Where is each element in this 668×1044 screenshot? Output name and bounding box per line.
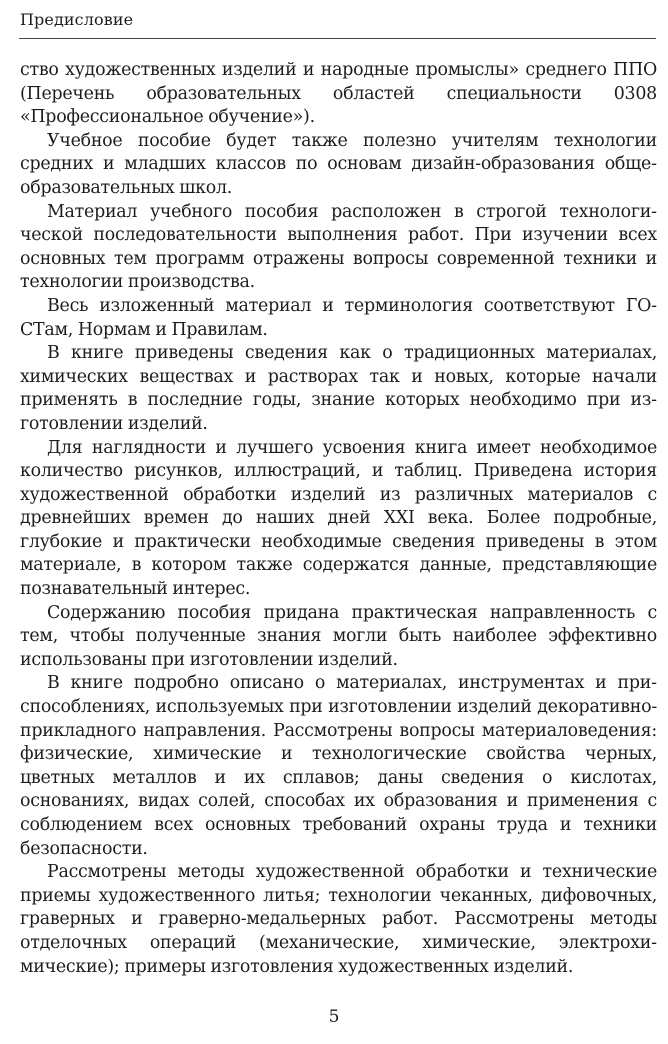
paragraph: В книге подробно описано о материалах, инструментах и приспособлениях, используемых при изготовлении изделий декоративно-прикладного направления. Рассмотрены вопросы материаловедения: физические, химические и технологические свойства черных, цветных металлов и их сплавов; даны сведения о кислотах, основаниях, видах солей, способах их образования и применения с соблюдением всех основных требований охраны труда и техники безопасности.	[20, 673, 657, 859]
paragraph: Содержанию пособия придана практическая направленность с тем, чтобы полученные знания могли быть наиболее эффективно использованы при изготовлении изделий.	[20, 602, 657, 670]
paragraph: Рассмотрены методы художественной обработки и технические приемы художественного литья; технологии чеканных, дифовочных, граверных и граверно-медальерных работ. Рассмотрены методы отделочных операций (механические, химические, электрохимические); примеры изготовления художественных изделий.	[20, 862, 657, 977]
paragraph: Материал учебного пособия расположен в строгой технологической последовательности выполнения работ. При изучении всех основных тем программ отражены вопросы современной техники и технологии производства.	[20, 201, 657, 293]
paragraph: В книге приведены сведения как о традиционных материалах, химических веществах и растворах так и новых, которые начали применять в последние годы, знание которых необходимо при изготовлении изделий.	[20, 343, 657, 434]
header-rule	[19, 38, 656, 39]
page-number: 5	[328, 1007, 340, 1027]
paragraph: Для наглядности и лучшего усвоения книга имеет необходимое количество рисунков, иллюстраций, и таблиц. Приведена история художественной обработки изделий из различных материалов с древнейших времен до наших дней XXI века. Более подробные, глубокие и практически необходимые сведения приведены в этом материале, в котором также содержатся данные, представляющие познавательный интерес.	[20, 437, 657, 600]
paragraph-continued: ство художественных изделий и народные промыслы» среднего ППО (Перечень образовательных областей специальности 0308 «Профессиональное обучение»).	[20, 60, 657, 128]
running-head: Предисловие	[20, 10, 134, 29]
paragraph: Весь изложенный материал и терминология соответствуют ГОСТам, Нормам и Правилам.	[20, 295, 657, 340]
paragraph: Учебное пособие будет также полезно учителям технологии средних и младших классов по основам дизайн-образования общеобразовательных школ.	[20, 130, 657, 198]
body-text	[20, 59, 657, 979]
